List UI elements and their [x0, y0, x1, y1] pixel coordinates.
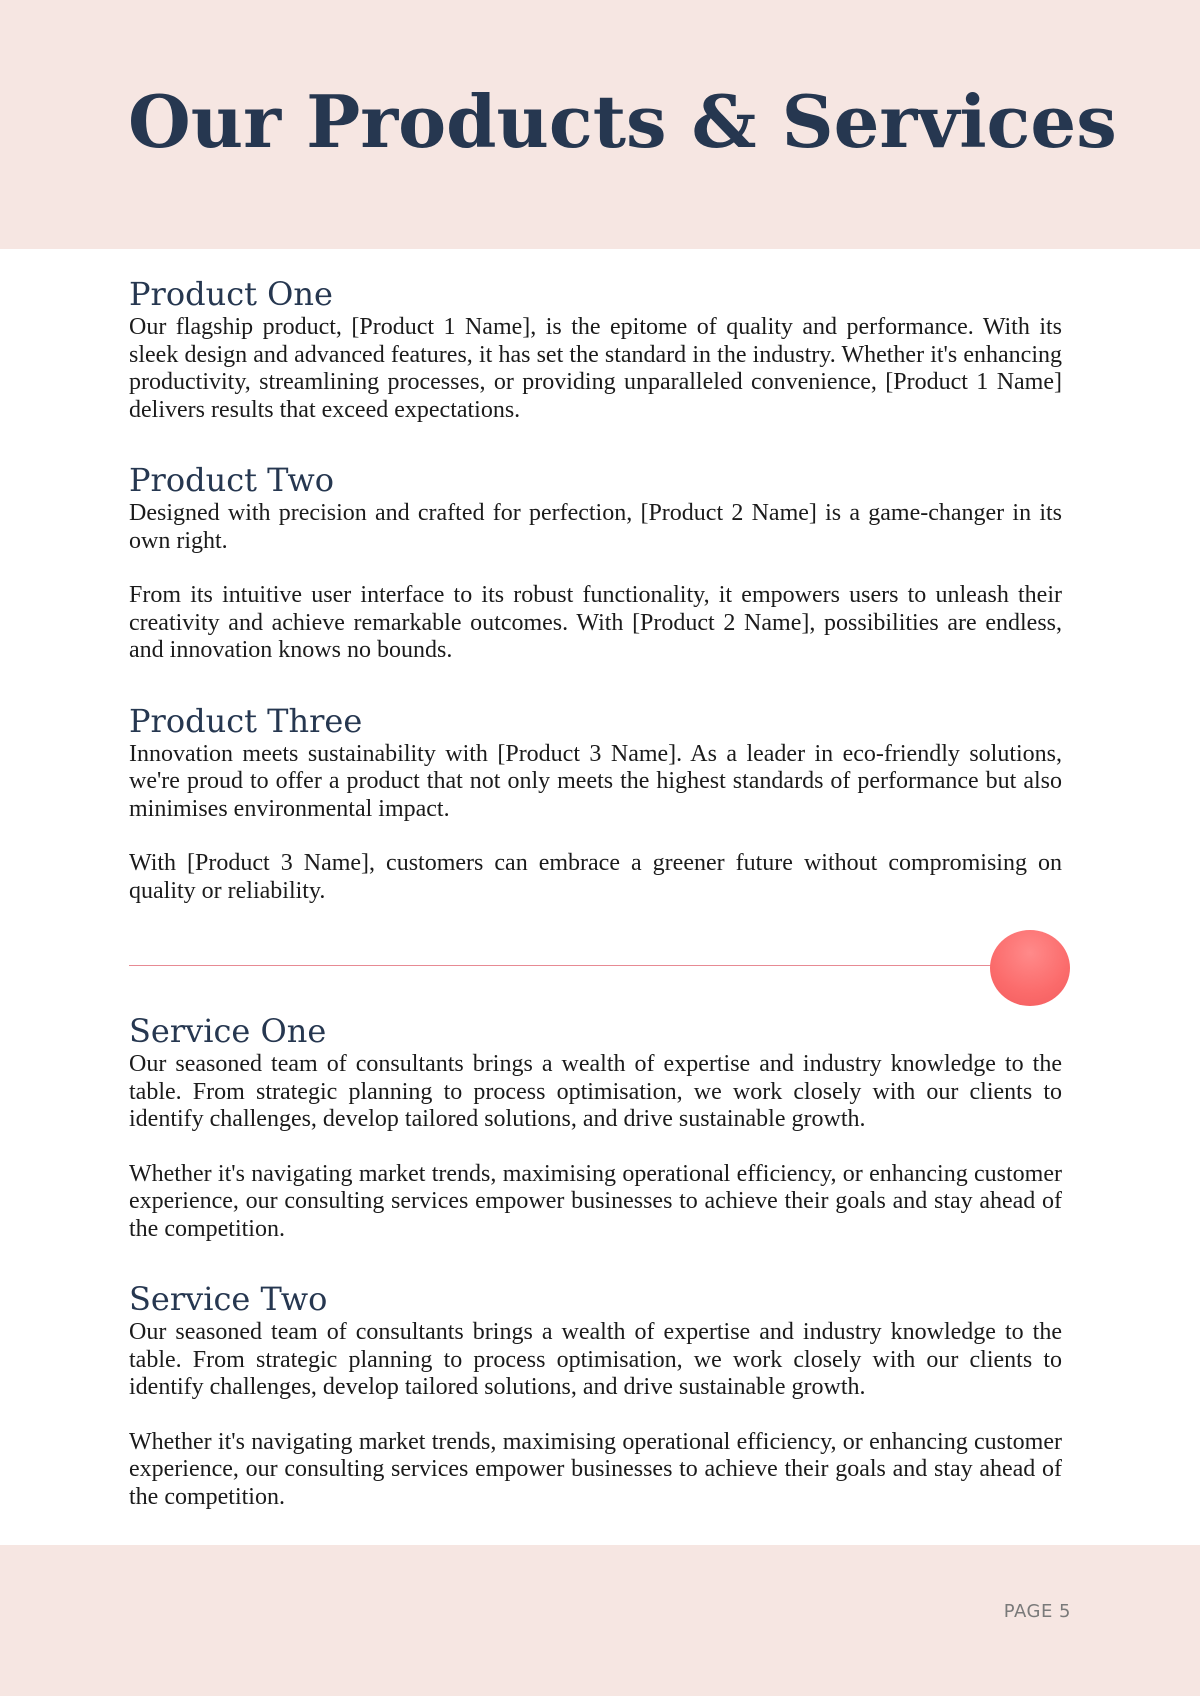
section-service-one	[129, 1011, 1062, 1243]
header-band	[0, 0, 1200, 249]
section-paragraph: Designed with precision and crafted for perfection, [Product 2 Name] is a game-changer in its own right.	[129, 500, 1062, 554]
page-content	[129, 274, 1062, 1511]
section-service-two	[129, 1279, 1062, 1511]
section-product-one	[129, 274, 1062, 424]
divider-line	[129, 965, 1029, 966]
section-product-three	[129, 701, 1062, 906]
section-paragraph: Our seasoned team of consultants brings a wealth of expertise and industry knowledge to the table. From strategic planning to process optimisation, we work closely with our clients to identify challenges, develop tailored solutions, and drive sustainable growth.	[129, 1319, 1062, 1400]
section-product-two	[129, 460, 1062, 665]
section-heading: Service Two	[129, 1280, 328, 1318]
accent-circle	[990, 930, 1070, 1006]
section-divider	[129, 925, 1062, 1007]
section-paragraph: With [Product 3 Name], customers can embrace a greener future without compromising on quality or reliability.	[129, 850, 1062, 904]
section-heading: Product Three	[129, 701, 363, 740]
section-paragraph: Our flagship product, [Product 1 Name], is the epitome of quality and performance. With its sleek design and advanced features, it has set the standard in the industry. Whether it's enhancing productivity, streamlining processes, or providing unparalleled convenience, [Product 1 Name] delivers results that exceed expectations.	[129, 314, 1062, 423]
section-paragraph: Whether it's navigating market trends, maximising operational efficiency, or enhancing customer experience, our consulting services empower businesses to achieve their goals and stay ahead of the competition.	[129, 1160, 1062, 1242]
section-heading: Product Two	[129, 461, 334, 499]
page-title: Our Products & Services	[128, 79, 1117, 164]
section-paragraph: Our seasoned team of consultants brings a wealth of expertise and industry knowledge to the table. From strategic planning to process optimisation, we work closely with our clients to identify challenges, develop tailored solutions, and drive sustainable growth.	[129, 1051, 1062, 1132]
section-paragraph: From its intuitive user interface to its robust functionality, it empowers users to unleash their creativity and achieve remarkable outcomes. With [Product 2 Name], possibilities are endless, and innovation knows no bounds.	[129, 582, 1062, 663]
section-paragraph: Whether it's navigating market trends, maximising operational efficiency, or enhancing customer experience, our consulting services empower businesses to achieve their goals and stay ahead of the competition.	[129, 1428, 1062, 1510]
section-paragraph: Innovation meets sustainability with [Product 3 Name]. As a leader in eco-friendly solutions, we're proud to offer a product that not only meets the highest standards of performance but also minimises environmental impact.	[129, 740, 1062, 822]
page-number: PAGE 5	[1003, 1601, 1071, 1622]
section-heading: Product One	[129, 275, 333, 313]
section-heading: Service One	[129, 1012, 327, 1050]
